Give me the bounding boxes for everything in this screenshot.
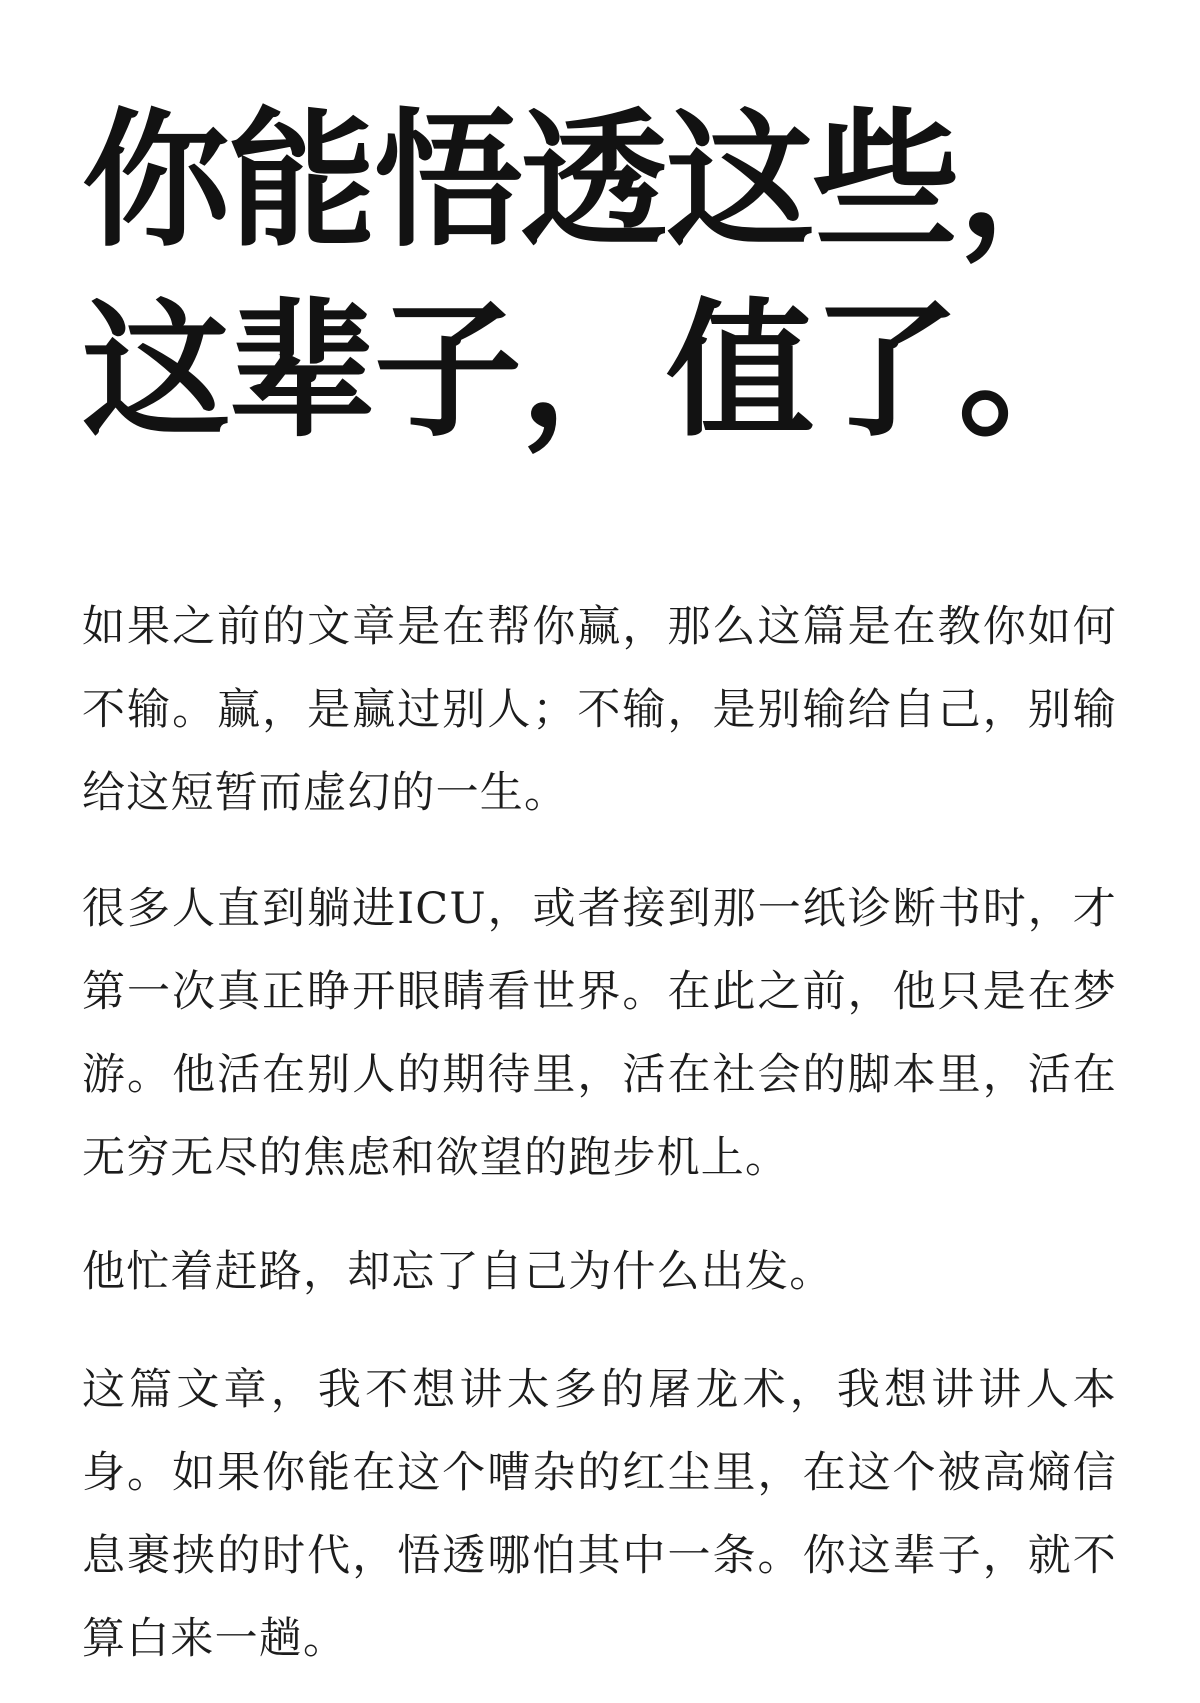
paragraph-4: 这篇文章，我不想讲太多的屠龙术，我想讲讲人本身。如果你能在这个嘈杂的红尘里，在这个被高熵信息裹挟的时代，悟透哪怕其中一条。你这辈子，就不算白来一趟。 (82, 1365, 1117, 1664)
title-line-2: 这辈子，值了。 (82, 283, 1104, 457)
paragraph-1: 如果之前的文章是在帮你赢，那么这篇是在教你如何不输。赢，是赢过别人；不输，是别输给自己，别输给这短暂而虚幻的一生。 (82, 602, 1117, 818)
paragraph-3: 他忙着赶路，却忘了自己为什么出发。 (82, 1247, 834, 1297)
paragraph-2: 很多人直到躺进ICU，或者接到那一纸诊断书时，才第一次真正睁开眼睛看世界。在此之前，他只是在梦游。他活在别人的期待里，活在社会的脚本里，活在无穷无尽的焦虑和欲望的跑步机上。 (82, 884, 1117, 1183)
title-line-1: 你能悟透这些， (82, 93, 1104, 267)
